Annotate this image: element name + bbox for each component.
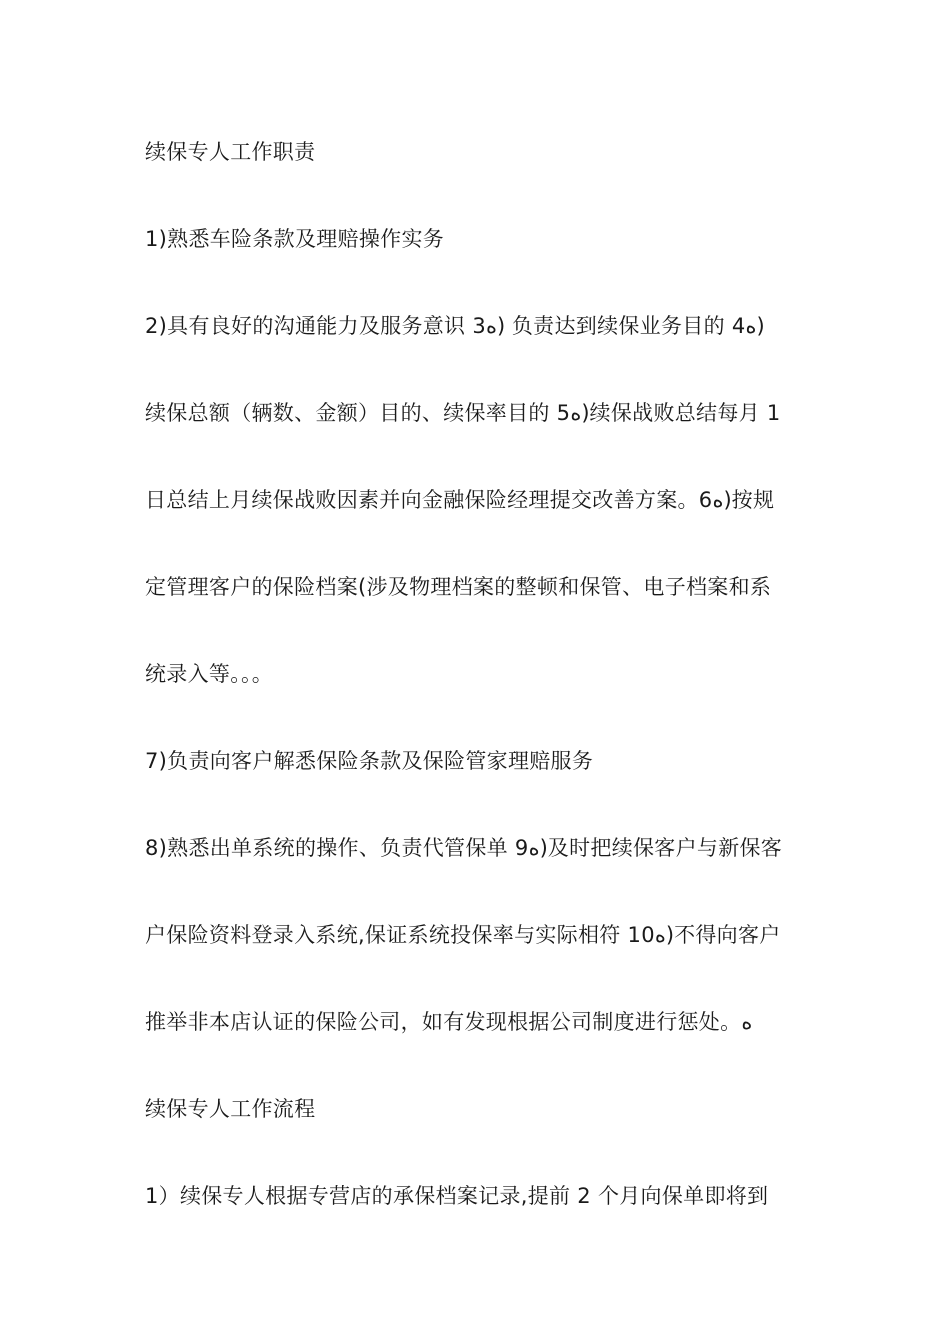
text-line: 日总结上月续保战败因素并向金融保险经理提交改善方案。6ه)按规: [145, 488, 775, 512]
text-line: 1）续保专人根据专营店的承保档案记录,提前 2 个月向保单即将到: [145, 1184, 769, 1208]
section-title-process: 续保专人工作流程: [145, 1097, 316, 1121]
text-line: 1)熟悉车险条款及理赔操作实务: [145, 227, 445, 251]
text-line: 续保总额（辆数、金额）目的、续保率目的 5ه)续保战败总结每月 1: [145, 401, 781, 425]
text-line: 2)具有良好的沟通能力及服务意识 3ه) 负责达到续保业务目的 4ه): [145, 314, 765, 338]
text-line: 7)负责向客户解悉保险条款及保险管家理赔服务: [145, 749, 594, 773]
text-line: 推举非本店认证的保险公司，如有发现根据公司制度进行惩处。ه: [145, 1010, 753, 1034]
section-title-duties: 续保专人工作职责: [145, 140, 316, 164]
text-line: 户保险资料登录入系统,保证系统投保率与实际相符 10ه)不得向客户: [145, 923, 781, 947]
text-line: 统录入等。。。: [145, 662, 274, 686]
text-line: 8)熟悉出单系统的操作、负责代管保单 9ه)及时把续保客户与新保客: [145, 836, 783, 860]
text-line: 定管理客户的保险档案(涉及物理档案的整顿和保管、电子档案和系: [145, 575, 772, 599]
